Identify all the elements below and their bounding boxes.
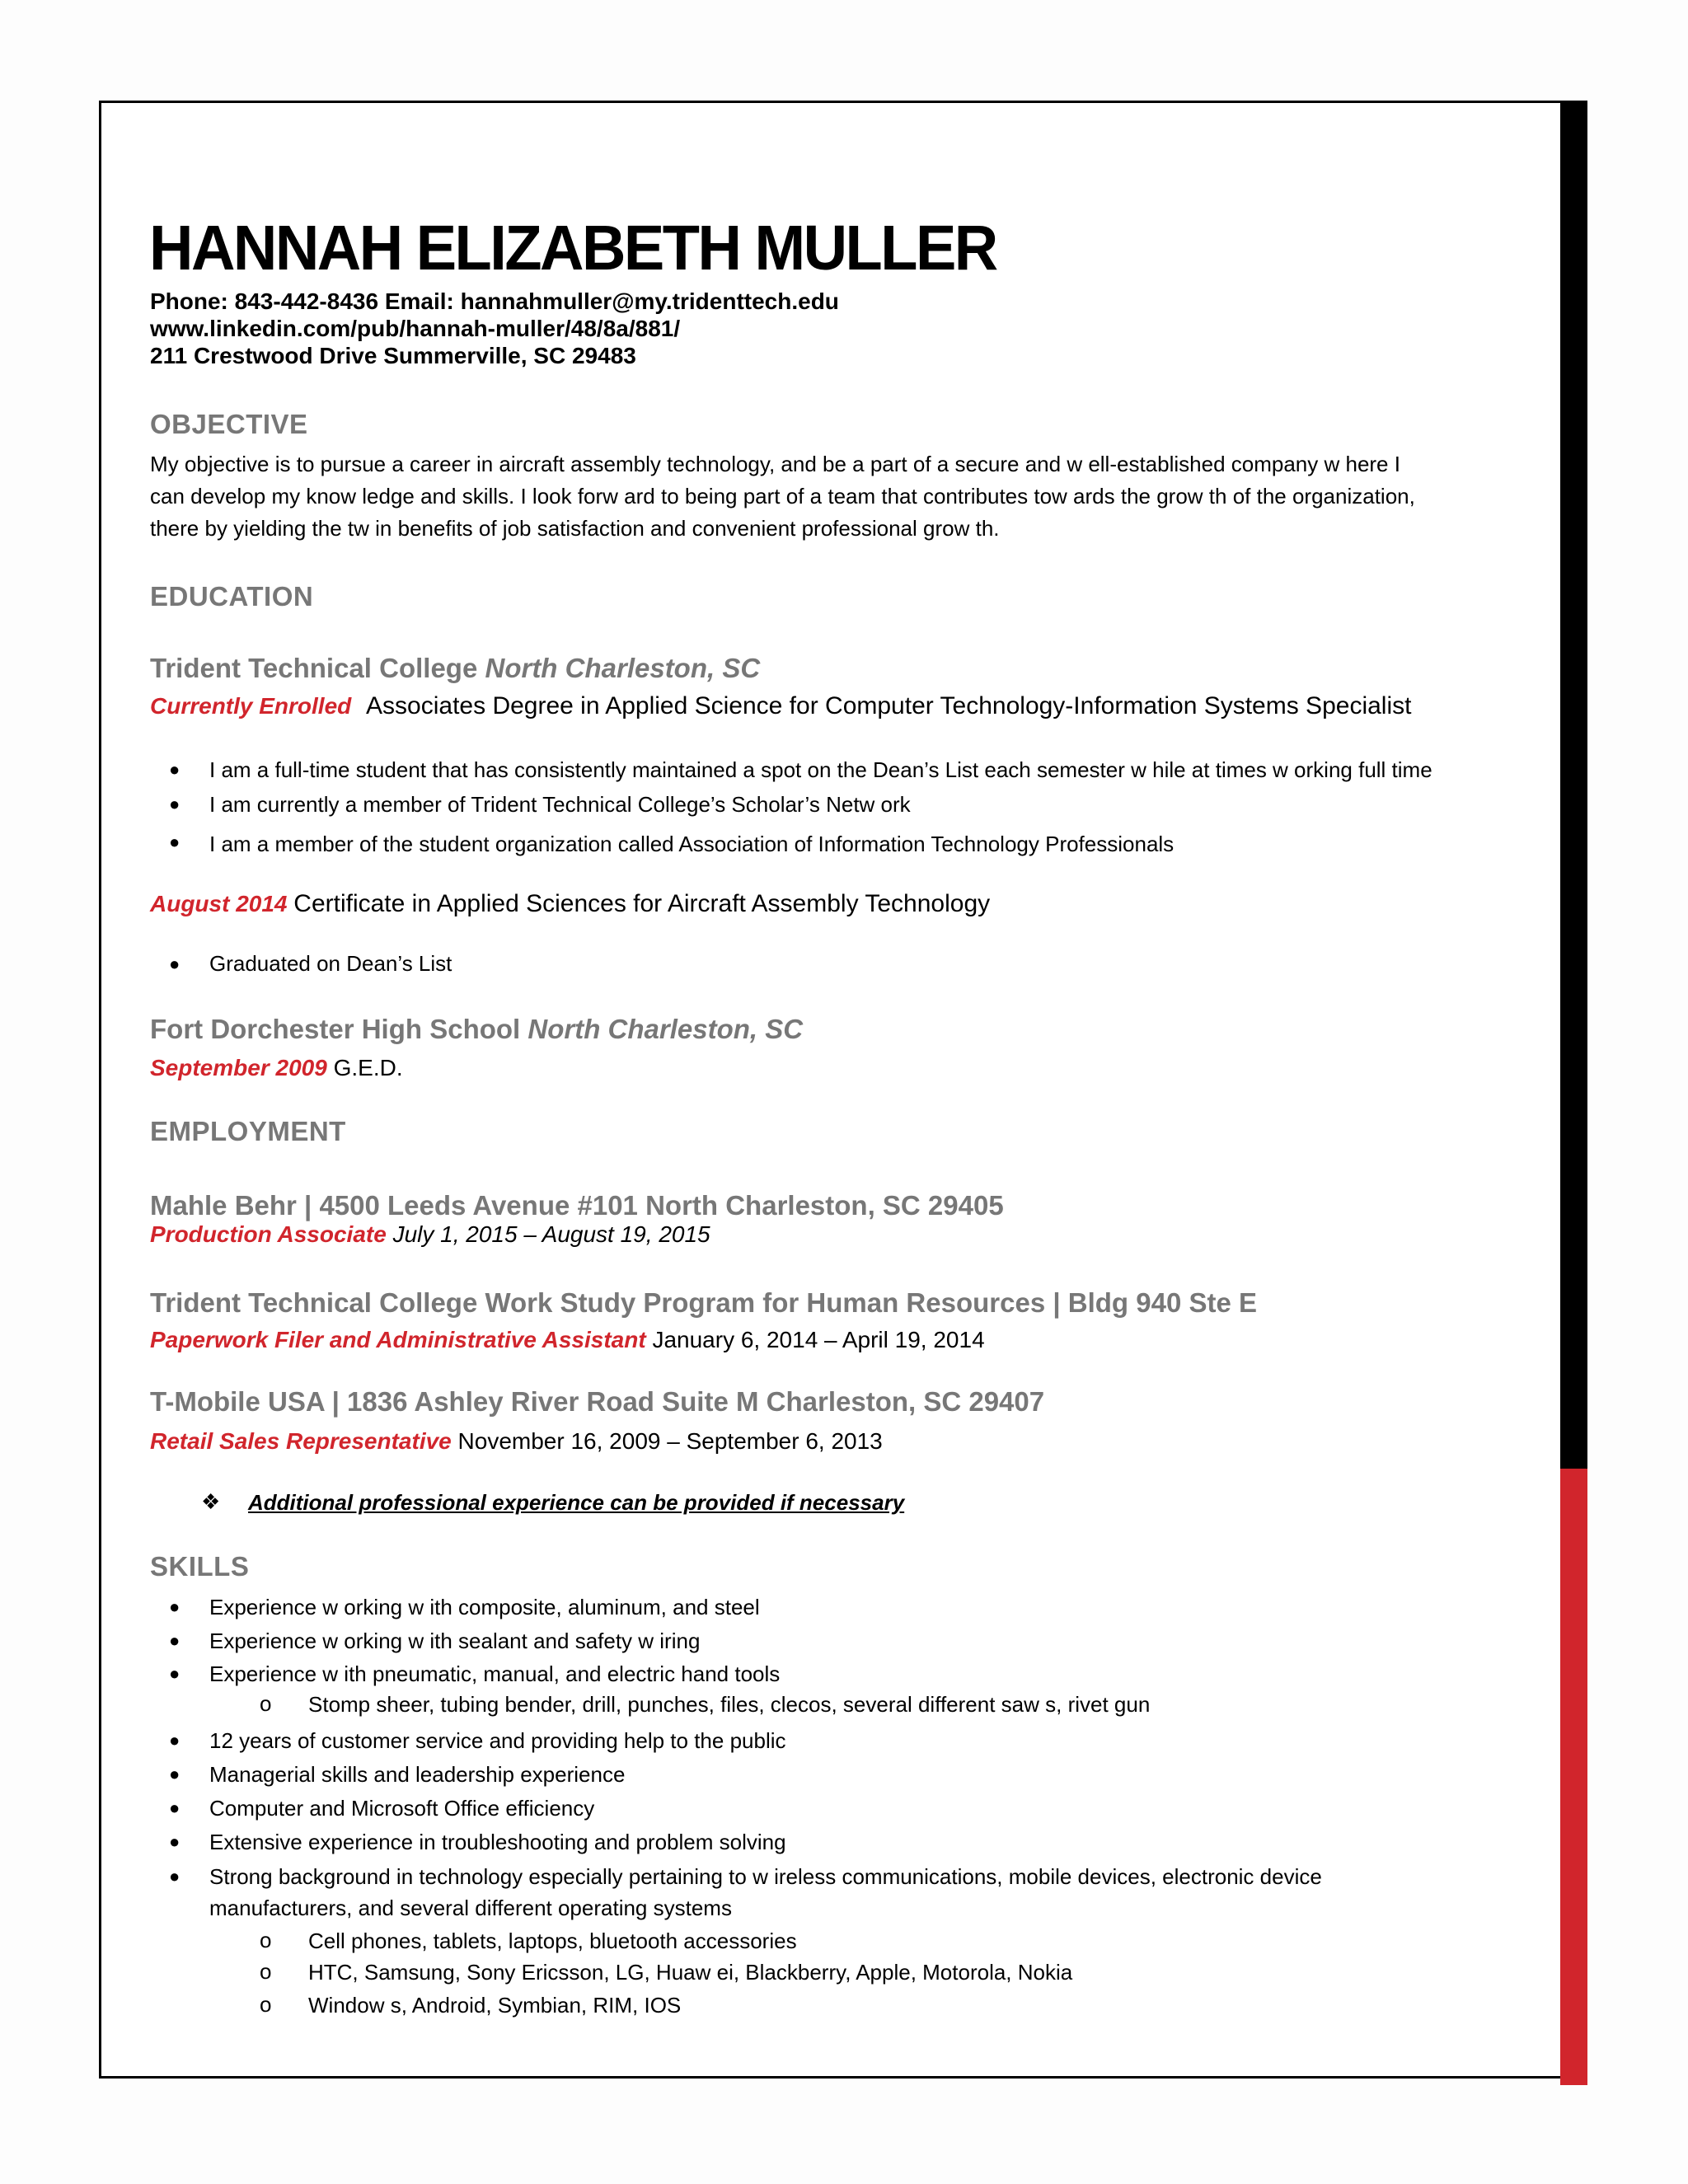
ged-title: G.E.D.	[333, 1055, 403, 1080]
job-3-dates: November 16, 2009 – September 6, 2013	[457, 1428, 883, 1454]
resume-name: HANNAH ELIZABETH MULLER	[149, 212, 996, 284]
skills-bullet-4: 12 years of customer service and providing help to the public	[209, 1728, 786, 1753]
skills-bullet-7: Extensive experience in troubleshooting and problem solving	[209, 1830, 786, 1854]
skills-bullet-1: Experience w orking w ith composite, aluminum, and steel	[209, 1595, 760, 1619]
sub-bullet-icon: o	[260, 1928, 272, 1952]
job-3-employer: T-Mobile USA | 1836 Ashley River Road Suite M Charleston, SC 29407	[150, 1386, 1045, 1417]
education-bullet-2: I am currently a member of Trident Technical College’s Scholar’s Netw ork	[209, 792, 911, 817]
bullet-icon: ●	[169, 1730, 181, 1750]
objective-heading: OBJECTIVE	[150, 409, 308, 439]
job-1-employer: Mahle Behr | 4500 Leeds Avenue #101 North Charleston, SC 29405	[150, 1190, 1004, 1221]
skills-sub-8-2: HTC, Samsung, Sony Ericsson, LG, Huaw ei, Blackberry, Apple, Motorola, Nokia	[308, 1960, 1073, 1985]
skills-bullet-3: Experience w ith pneumatic, manual, and electric hand tools	[209, 1661, 781, 1686]
skills-bullet-8a: Strong background in technology especially pertaining to w ireless communications, mobile devices, electronic device	[209, 1864, 1322, 1889]
school-1-location: North Charleston, SC	[485, 653, 761, 683]
bullet-icon: ●	[169, 1866, 181, 1886]
side-bar-red	[1560, 1469, 1587, 2085]
certificate-date: August 2014	[150, 891, 288, 916]
school-1-name: Trident Technical College	[150, 653, 478, 683]
contact-phone-email: Phone: 843-442-8436 Email: hannahmuller@my.tridenttech.edu	[150, 288, 839, 314]
skills-bullet-8b: manufacturers, and several different operating systems	[209, 1896, 732, 1920]
job-1-line	[150, 1221, 710, 1248]
school-2-name: Fort Dorchester High School	[150, 1014, 521, 1044]
job-2-line	[150, 1327, 985, 1353]
skills-sub-3: Stomp sheer, tubing bender, drill, punches, files, clecos, several different saw s, rivet gun	[308, 1692, 1151, 1717]
job-2-employer: Trident Technical College Work Study Program for Human Resources | Bldg 940 Ste E	[150, 1287, 1257, 1318]
skills-heading: SKILLS	[150, 1551, 250, 1582]
skills-sub-8-3: Window s, Android, Symbian, RIM, IOS	[308, 1993, 682, 2018]
education-heading: EDUCATION	[150, 581, 314, 612]
school-2	[150, 1014, 803, 1045]
bullet-icon: ●	[169, 1630, 181, 1651]
sub-bullet-icon: o	[260, 1959, 272, 1984]
skills-bullet-2: Experience w orking w ith sealant and safety w iring	[209, 1629, 701, 1653]
ged-date: September 2009	[150, 1055, 327, 1080]
certificate-line	[150, 890, 990, 918]
job-2-role: Paperwork Filer and Administrative Assistant	[150, 1327, 646, 1352]
certificate-title: Certificate in Applied Sciences for Aircraft Assembly Technology	[293, 890, 991, 917]
education-bullet-1: I am a full-time student that has consistently maintained a spot on the Dean’s List each semester w hile at times w orking full time	[209, 757, 1432, 782]
skills-bullet-5: Managerial skills and leadership experience	[209, 1762, 626, 1787]
enrolled-degree: Associates Degree in Applied Science for Computer Technology-Information Systems Specialist	[366, 692, 1412, 719]
bullet-icon: ●	[169, 759, 181, 780]
enrolled-line	[150, 692, 1411, 720]
skills-sub-8-1: Cell phones, tablets, laptops, bluetooth accessories	[308, 1929, 797, 1953]
additional-experience-note: Additional professional experience can be provided if necessary	[248, 1490, 905, 1515]
sub-bullet-icon: o	[260, 1691, 272, 1716]
job-2-dates: January 6, 2014 – April 19, 2014	[652, 1327, 985, 1352]
school-2-location: North Charleston, SC	[528, 1014, 804, 1044]
certificate-bullet-1: Graduated on Dean’s List	[209, 951, 452, 976]
ged-line	[150, 1055, 403, 1081]
bullet-icon: ●	[169, 832, 181, 852]
bullet-icon: ●	[169, 794, 181, 814]
objective-line-2: can develop my know ledge and skills. I look forw ard to being part of a team that contributes tow ards the grow th of the organization,	[150, 484, 1415, 509]
bullet-icon: ●	[169, 954, 181, 974]
employment-heading: EMPLOYMENT	[150, 1116, 346, 1146]
bullet-icon: ●	[169, 1831, 181, 1852]
enrolled-status: Currently Enrolled	[150, 693, 352, 719]
bullet-icon: ●	[169, 1596, 181, 1617]
school-1	[150, 653, 760, 684]
skills-bullet-6: Computer and Microsoft Office efficiency	[209, 1796, 595, 1821]
bullet-icon: ●	[169, 1764, 181, 1784]
bullet-icon: ●	[169, 1663, 181, 1684]
sub-bullet-icon: o	[260, 1992, 272, 2017]
diamond-bullet-icon: ❖	[201, 1489, 221, 1514]
bullet-icon: ●	[169, 1797, 181, 1818]
job-3-role: Retail Sales Representative	[150, 1428, 452, 1454]
job-1-role: Production Associate	[150, 1221, 387, 1247]
side-bar-black	[1560, 101, 1587, 1469]
education-bullet-3: I am a member of the student organization called Association of Information Technology Professionals	[209, 832, 1175, 856]
contact-address: 211 Crestwood Drive Summerville, SC 29483	[150, 343, 636, 368]
job-3-line	[150, 1428, 883, 1455]
job-1-dates: July 1, 2015 – August 19, 2015	[392, 1221, 710, 1247]
objective-line-3: there by yielding the tw in benefits of job satisfaction and convenient professional grow th.	[150, 516, 1000, 541]
contact-linkedin: www.linkedin.com/pub/hannah-muller/48/8a/881/	[150, 316, 681, 341]
objective-line-1: My objective is to pursue a career in aircraft assembly technology, and be a part of a secure and w ell-established company w here I	[150, 452, 1400, 476]
